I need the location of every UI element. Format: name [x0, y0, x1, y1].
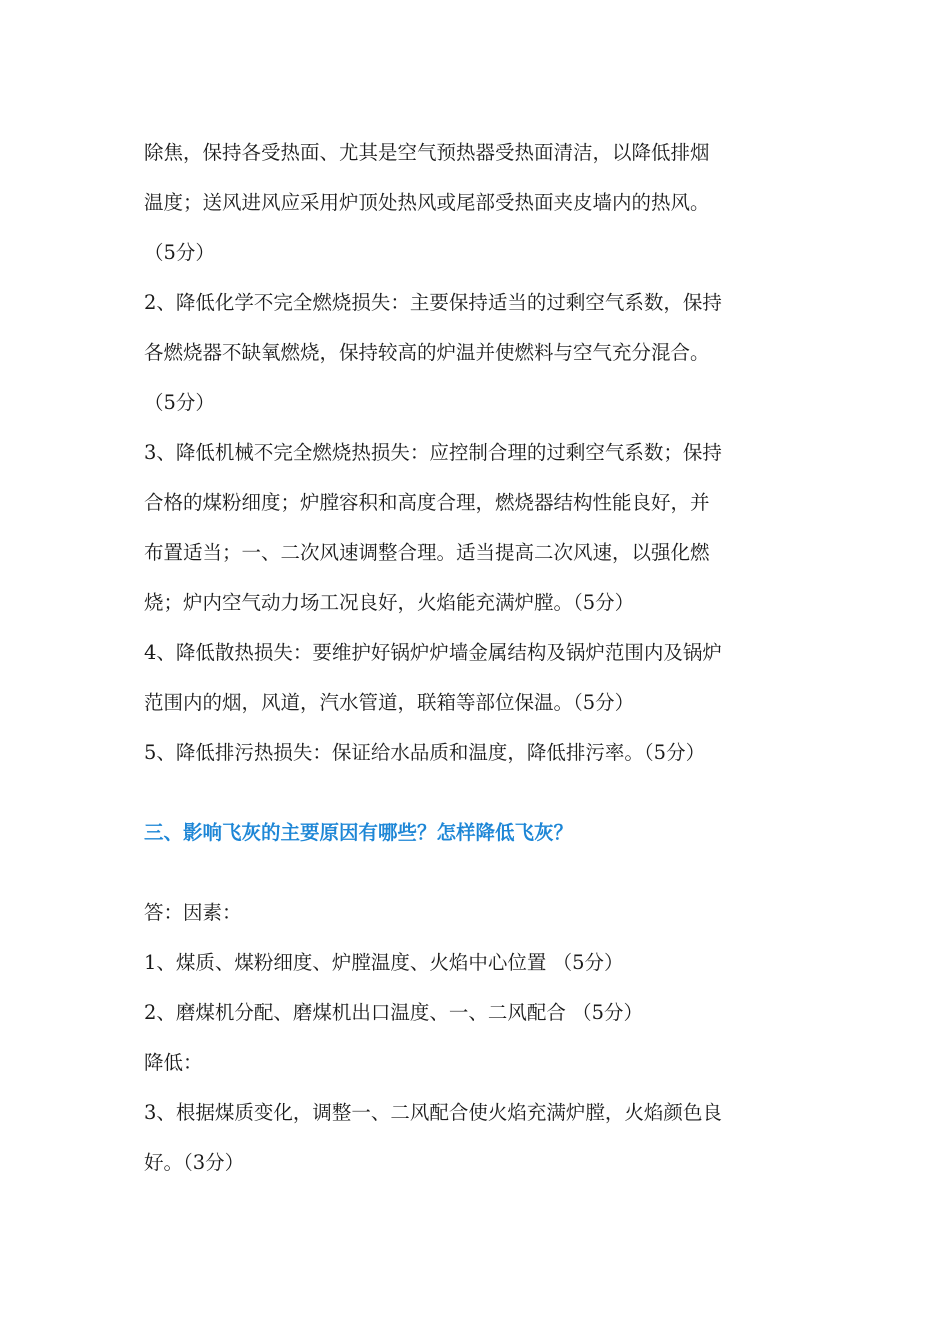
document-page	[144, 128, 814, 1188]
measure-3: 3、根据煤质变化，调整一、二风配合使火焰充满炉膛，火焰颜色良	[144, 1101, 722, 1124]
spacer	[144, 858, 814, 888]
text-line: 范围内的烟，风道，汽水管道，联箱等部位保温。（5分）	[144, 691, 635, 714]
measure-3-cont: 好。（3分）	[144, 1151, 245, 1174]
text-line: 2、降低化学不完全燃烧损失：主要保持适当的过剩空气系数，保持	[144, 291, 722, 314]
item-3-mechanical-loss	[144, 428, 814, 628]
text-line: 合格的煤粉细度；炉膛容积和高度合理，燃烧器结构性能良好，并	[144, 491, 710, 514]
reduce-label: 降低：	[144, 1051, 203, 1074]
item-2-chemical-loss	[144, 278, 814, 428]
text-line: 3、降低机械不完全燃烧热损失：应控制合理的过剩空气系数；保持	[144, 441, 722, 464]
item1-continuation	[144, 128, 814, 278]
text-line: 4、降低散热损失：要维护好锅炉炉墙金属结构及锅炉范围内及锅炉	[144, 641, 722, 664]
text-line: 烧；炉内空气动力场工况良好，火焰能充满炉膛。（5分）	[144, 591, 635, 614]
spacer	[144, 778, 814, 808]
section-3-answer	[144, 888, 814, 1188]
factor-2: 2、磨煤机分配、磨煤机出口温度、一、二风配合 （5分）	[144, 1001, 644, 1024]
text-line: 温度；送风进风应采用炉顶处热风或尾部受热面夹皮墙内的热风。	[144, 191, 710, 214]
score-note: （5分）	[144, 241, 215, 264]
text-line: 各燃烧器不缺氧燃烧，保持较高的炉温并使燃料与空气充分混合。	[144, 341, 710, 364]
answer-intro: 答：因素：	[144, 901, 242, 924]
section-3-heading: 三、影响飞灰的主要原因有哪些？怎样降低飞灰？	[144, 821, 574, 844]
text-line: 5、降低排污热损失：保证给水品质和温度，降低排污率。（5分）	[144, 741, 706, 764]
item-4-heat-dissipation-loss	[144, 628, 814, 728]
factor-1: 1、煤质、煤粉细度、炉膛温度、火焰中心位置 （5分）	[144, 951, 624, 974]
score-note: （5分）	[144, 391, 215, 414]
item-5-blowdown-loss	[144, 728, 814, 778]
text-line: 除焦，保持各受热面、尤其是空气预热器受热面清洁，以降低排烟	[144, 141, 710, 164]
text-line: 布置适当；一、二次风速调整合理。适当提高二次风速，以强化燃	[144, 541, 710, 564]
